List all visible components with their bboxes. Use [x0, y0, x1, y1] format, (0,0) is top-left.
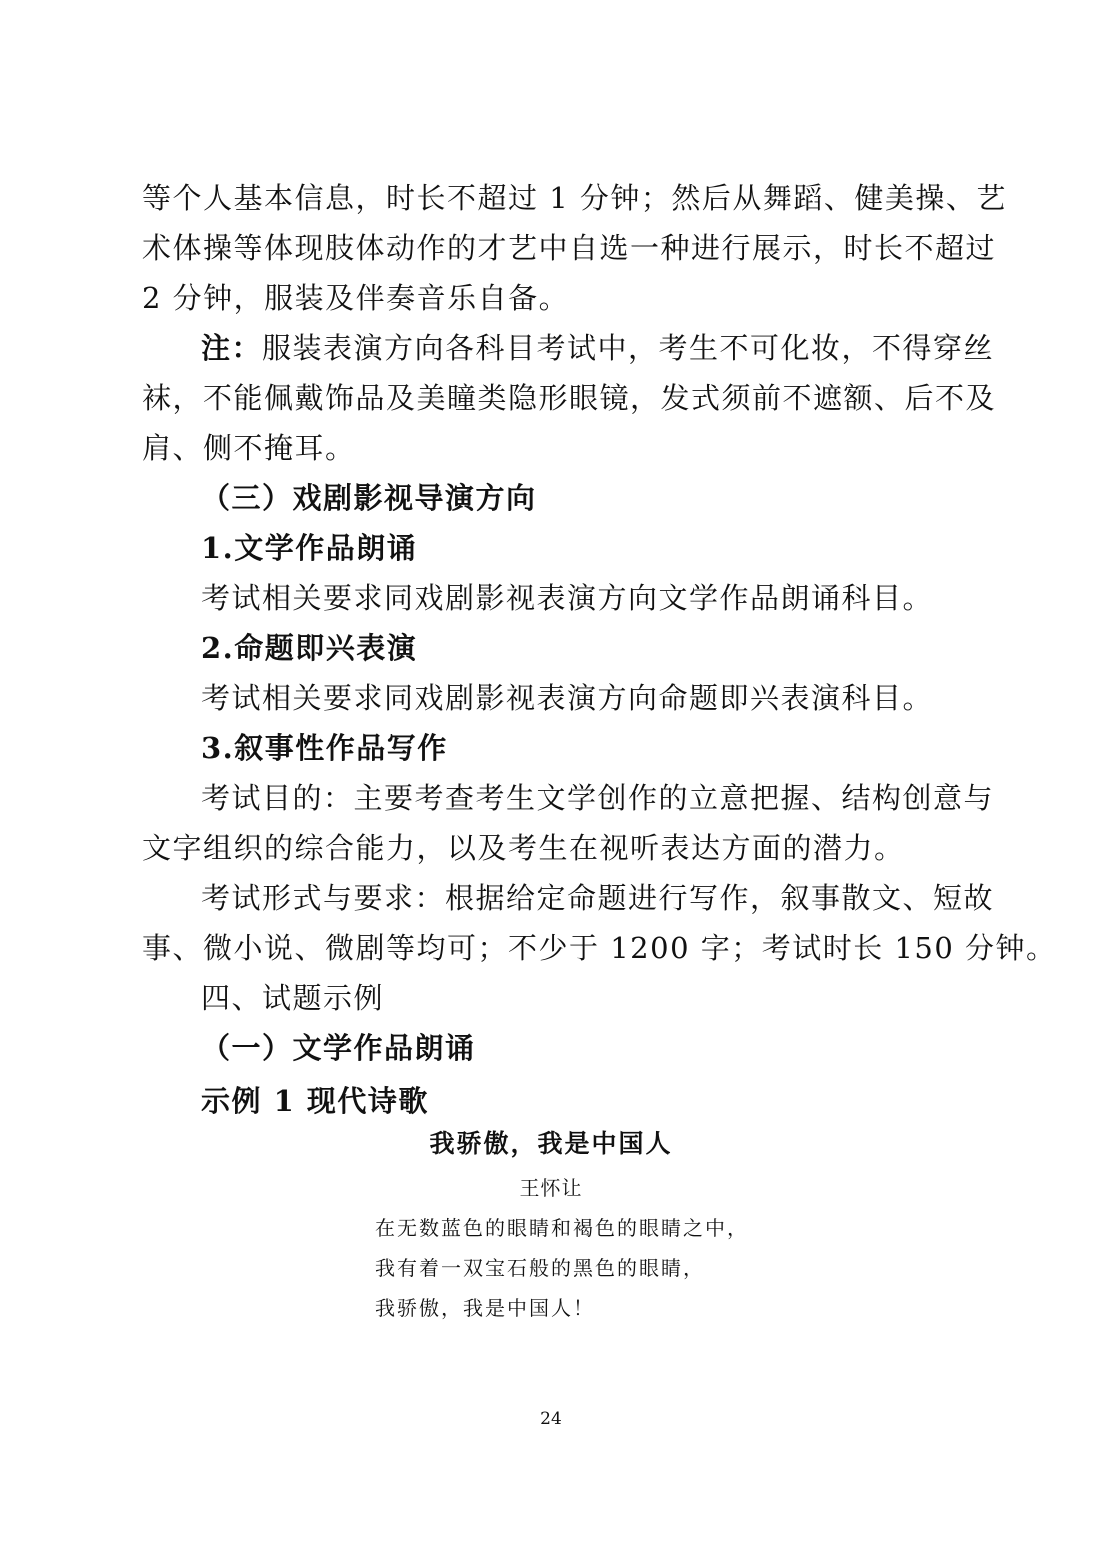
item3-purpose-line-2: 文字组织的综合能力，以及考生在视听表达方面的潜力。 — [142, 831, 905, 865]
section-three-heading: （三）戏剧影视导演方向 — [201, 481, 537, 515]
note-paragraph-line-3: 肩、侧不掩耳。 — [142, 431, 356, 465]
section-four-subheading: （一）文学作品朗诵 — [201, 1031, 476, 1065]
poem-line-3: 我骄傲，我是中国人！ — [375, 1296, 595, 1320]
item3-title: 3.叙事性作品写作 — [201, 731, 448, 765]
item2-title: 2.命题即兴表演 — [201, 631, 418, 665]
item2-text: 考试相关要求同戏剧影视表演方向命题即兴表演科目。 — [201, 681, 934, 715]
item3-form-line-2: 事、微小说、微剧等均可；不少于 1200 字；考试时长 150 分钟。 — [142, 931, 1057, 965]
section-four-heading: 四、试题示例 — [201, 981, 385, 1015]
body-line-2: 术体操等体现肢体动作的才艺中自选一种进行展示，时长不超过 — [142, 231, 997, 265]
note-paragraph-line-2: 袜，不能佩戴饰品及美瞳类隐形眼镜，发式须前不遮额、后不及 — [142, 381, 997, 415]
poem-line-1: 在无数蓝色的眼睛和褐色的眼睛之中， — [375, 1216, 749, 1240]
poem-line-2: 我有着一双宝石般的黑色的眼睛， — [375, 1256, 705, 1280]
item3-form-line-1: 考试形式与要求：根据给定命题进行写作，叙事散文、短故 — [201, 881, 995, 915]
note-label: 注： — [201, 331, 263, 365]
body-line-3: 2 分钟，服装及伴奏音乐自备。 — [142, 281, 570, 315]
page-number: 24 — [540, 1409, 562, 1429]
example-label: 示例 1 现代诗歌 — [201, 1084, 429, 1118]
note-text-1: 服装表演方向各科目考试中，考生不可化妆，不得穿丝 — [262, 331, 995, 365]
poem-title: 我骄傲，我是中国人 — [429, 1129, 673, 1158]
item1-title: 1.文学作品朗诵 — [201, 531, 418, 565]
poem-author: 王怀让 — [519, 1176, 583, 1200]
body-line-1: 等个人基本信息，时长不超过 1 分钟；然后从舞蹈、健美操、艺 — [142, 181, 1007, 215]
item1-text: 考试相关要求同戏剧影视表演方向文学作品朗诵科目。 — [201, 581, 934, 615]
note-paragraph-line-1 — [201, 323, 995, 373]
item3-purpose-line-1: 考试目的：主要考查考生文学创作的立意把握、结构创意与 — [201, 781, 995, 815]
